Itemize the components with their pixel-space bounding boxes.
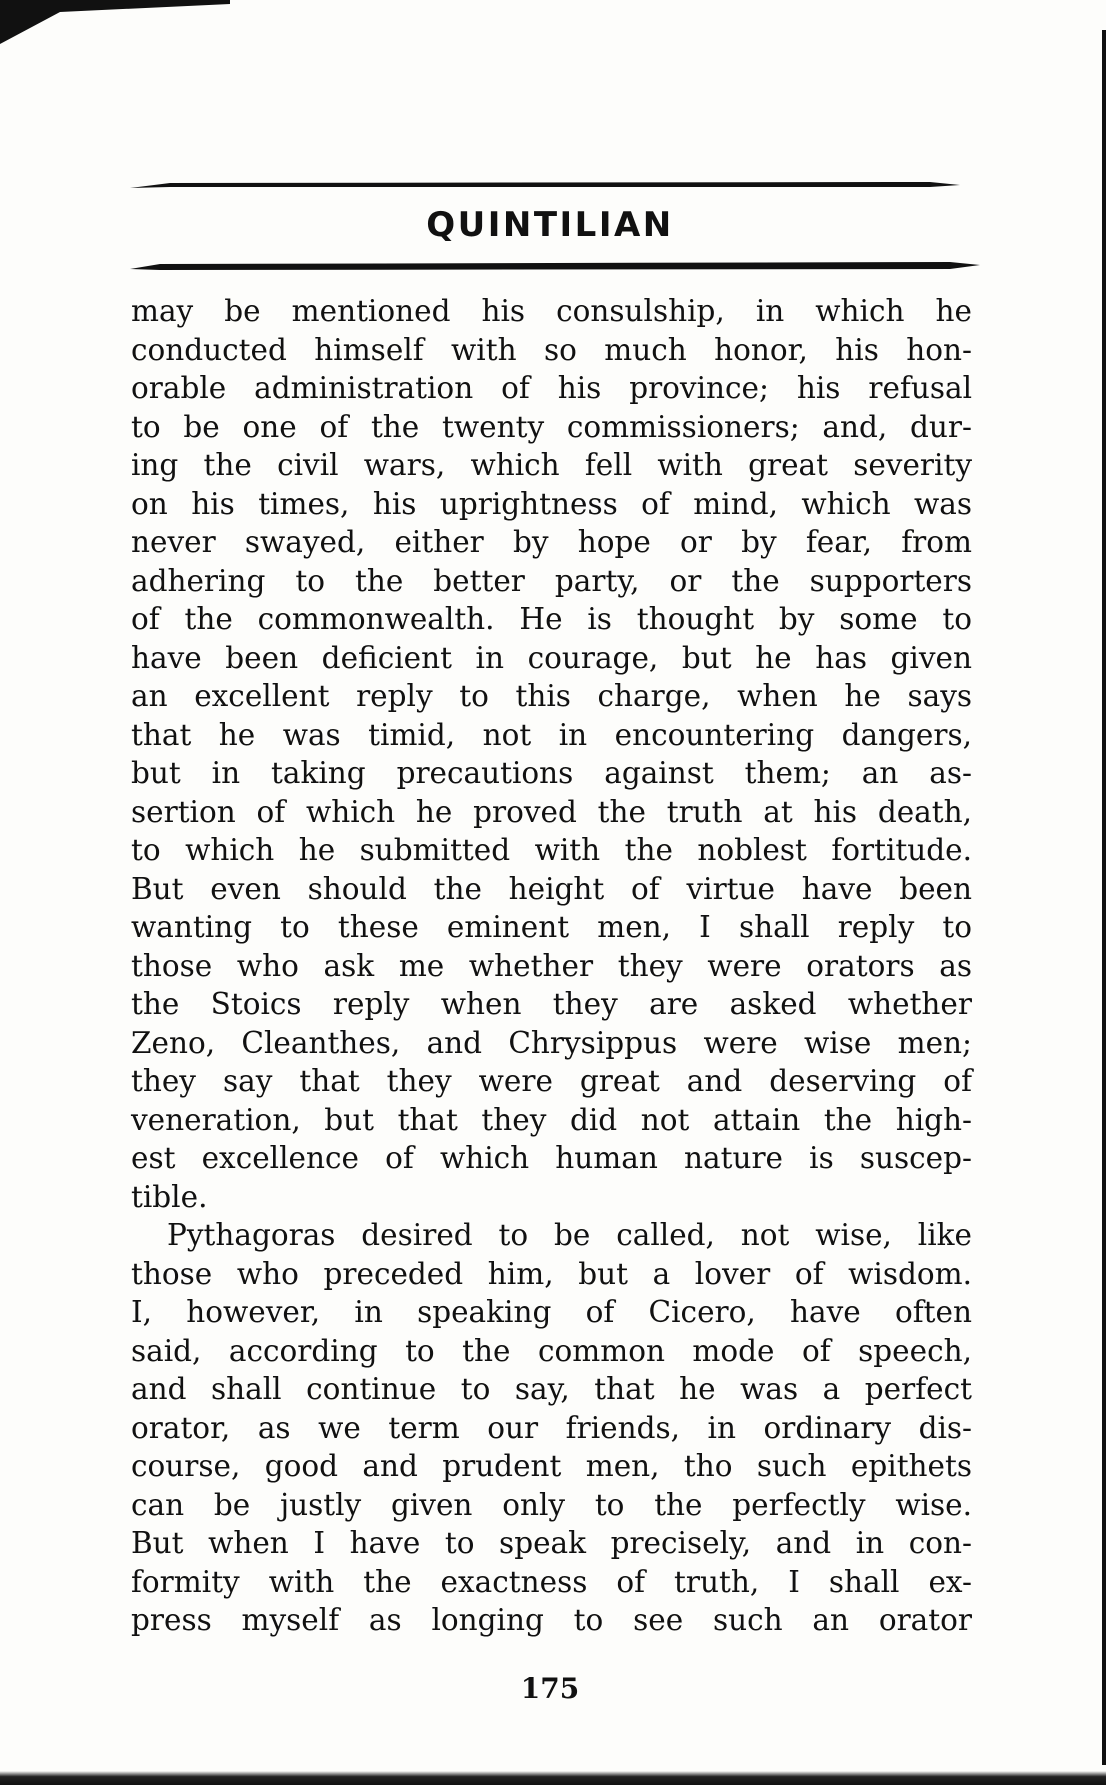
text-line: orable administration of his province; his refusal xyxy=(131,371,972,405)
paragraph-start-line: Pythagoras desired to be called, not wise, like xyxy=(167,1218,972,1252)
text-line: said, according to the common mode of speech, xyxy=(131,1333,972,1368)
corner-mark xyxy=(0,0,230,44)
text-line: can be justly given only to the perfectly wise. xyxy=(131,1487,972,1522)
text-line: est excellence of which human nature is suscep- xyxy=(131,1141,972,1175)
text-line: that he was timid, not in encountering dangers, xyxy=(131,717,972,752)
text-line: tible. xyxy=(131,1179,208,1214)
text-line: never swayed, either by hope or by fear, from xyxy=(131,525,972,559)
text-line: ing the civil wars, which fell with great severity xyxy=(131,448,972,482)
text-line: formity with the exactness of truth, I shall ex- xyxy=(131,1564,972,1599)
text-line: course, good and prudent men, tho such epithets xyxy=(131,1449,972,1483)
text-line: But even should the height of virtue have been xyxy=(131,871,972,906)
text-line: But when I have to speak precisely, and in con- xyxy=(131,1526,972,1560)
text-line: conducted himself with so much honor, his hon- xyxy=(131,332,972,367)
text-line: orator, as we term our friends, in ordinary dis- xyxy=(131,1410,972,1445)
header-rule-top xyxy=(130,176,960,192)
text-line: the Stoics reply when they are asked whether xyxy=(131,987,972,1021)
text-line: have been deficient in courage, but he has given xyxy=(131,640,972,675)
text-line: an excellent reply to this charge, when he says xyxy=(131,679,972,713)
text-line: those who ask me whether they were orators as xyxy=(131,948,972,983)
text-line: on his times, his uprightness of mind, which was xyxy=(131,486,972,521)
text-line: adhering to the better party, or the supporters xyxy=(131,563,972,598)
page-number: 175 xyxy=(520,1672,580,1705)
text-line: wanting to these eminent men, I shall reply to xyxy=(131,910,972,944)
text-line: to which he submitted with the noblest fortitude. xyxy=(131,833,972,867)
body-text xyxy=(131,292,972,1640)
running-head-title: QUINTILIAN xyxy=(426,205,674,245)
text-line: but in taking precautions against them; an as- xyxy=(131,756,972,790)
text-line: Zeno, Cleanthes, and Chrysippus were wise men; xyxy=(131,1025,972,1060)
page-edge-right xyxy=(1102,30,1106,1765)
header-rule-bottom xyxy=(130,258,980,276)
text-line: press myself as longing to see such an orator xyxy=(131,1603,972,1637)
text-line: those who preceded him, but a lover of wisdom. xyxy=(131,1256,972,1291)
text-line: sertion of which he proved the truth at his death, xyxy=(131,794,972,829)
page-edge-bottom xyxy=(0,1771,1106,1785)
text-line: and shall continue to say, that he was a perfect xyxy=(131,1372,972,1406)
text-line: they say that they were great and deserving of xyxy=(131,1064,972,1098)
text-line: of the commonwealth. He is thought by some to xyxy=(131,602,972,636)
text-line: may be mentioned his consulship, in which he xyxy=(131,294,972,328)
text-line: I, however, in speaking of Cicero, have often xyxy=(131,1295,972,1329)
text-line: to be one of the twenty commissioners; and, dur- xyxy=(131,409,972,444)
text-line: veneration, but that they did not attain the high- xyxy=(131,1102,972,1137)
